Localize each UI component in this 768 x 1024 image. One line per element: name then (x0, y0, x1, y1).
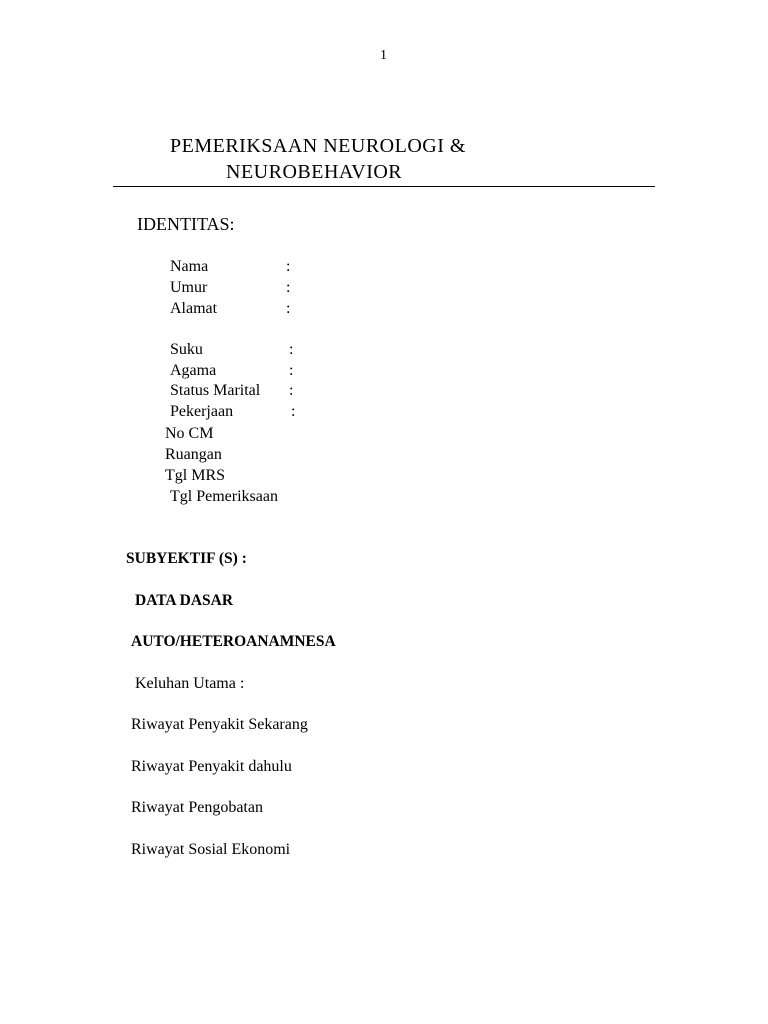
field-label-tgl-mrs: Tgl MRS (165, 467, 226, 484)
field-colon-umur: : (286, 279, 291, 296)
field-colon-alamat: : (286, 300, 291, 317)
keluhan-utama-label: Keluhan Utama : (135, 675, 245, 692)
data-dasar-heading: DATA DASAR (135, 592, 234, 609)
anamnesa-heading: AUTO/HETEROANAMNESA (131, 633, 336, 650)
field-label-tgl-pemeriksaan: Tgl Pemeriksaan (170, 488, 278, 505)
field-label-pekerjaan: Pekerjaan (170, 403, 234, 420)
field-colon-suku: : (289, 341, 294, 358)
document-title-line2: NEUROBEHAVIOR (226, 161, 403, 183)
riwayat-sosial-ekonomi-label: Riwayat Sosial Ekonomi (131, 841, 291, 858)
subyektif-heading: SUBYEKTIF (S) : (126, 550, 247, 567)
field-label-alamat: Alamat (170, 300, 218, 317)
field-colon-pekerjaan: : (291, 403, 296, 420)
identitas-heading: IDENTITAS: (137, 214, 235, 234)
page-number: 1 (380, 48, 387, 63)
field-colon-agama: : (289, 362, 294, 379)
field-label-status-marital: Status Marital (170, 382, 261, 399)
riwayat-pengobatan-label: Riwayat Pengobatan (131, 799, 263, 816)
field-label-agama: Agama (170, 362, 217, 379)
field-label-no-cm: No CM (165, 425, 214, 442)
field-colon-nama: : (286, 258, 291, 275)
document-title-line1: PEMERIKSAAN NEUROLOGI & (170, 135, 466, 157)
field-label-ruangan: Ruangan (165, 446, 222, 463)
field-colon-status-marital: : (289, 382, 294, 399)
riwayat-penyakit-dahulu-label: Riwayat Penyakit dahulu (131, 758, 292, 775)
field-label-suku: Suku (170, 341, 203, 358)
field-label-nama: Nama (170, 258, 209, 275)
title-underline (113, 186, 655, 187)
field-label-umur: Umur (170, 279, 208, 296)
riwayat-penyakit-sekarang-label: Riwayat Penyakit Sekarang (131, 716, 308, 733)
